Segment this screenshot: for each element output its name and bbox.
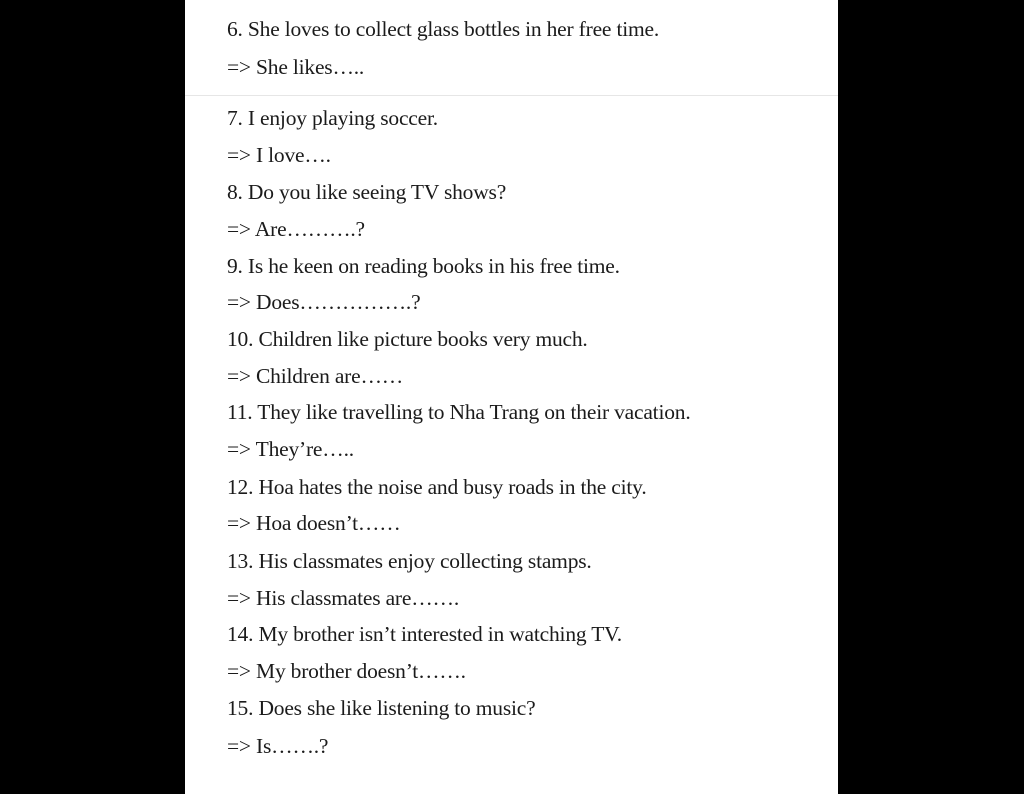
exercise-11-answer: => They’re…..: [227, 437, 354, 461]
exercise-12-question: 12. Hoa hates the noise and busy roads in the city.: [227, 475, 647, 499]
exercise-15-answer: => Is…….?: [227, 734, 329, 758]
exercise-9-answer: => Does…………….?: [227, 290, 421, 314]
exercise-8-question: 8. Do you like seeing TV shows?: [227, 180, 507, 204]
exercise-12-answer: => Hoa doesn’t……: [227, 511, 401, 535]
exercise-10-answer: => Children are……: [227, 364, 404, 388]
exercise-7-answer: => I love….: [227, 143, 331, 167]
worksheet-page: [185, 0, 838, 794]
exercise-14-question: 14. My brother isn’t interested in watching TV.: [227, 622, 622, 646]
exercise-8-answer: => Are……….?: [227, 217, 365, 241]
exercise-13-question: 13. His classmates enjoy collecting stamps.: [227, 549, 592, 573]
section-divider: [185, 95, 838, 96]
exercise-10-question: 10. Children like picture books very much.: [227, 327, 588, 351]
exercise-11-question: 11. They like travelling to Nha Trang on their vacation.: [227, 400, 691, 424]
exercise-9-question: 9. Is he keen on reading books in his free time.: [227, 254, 620, 278]
exercise-14-answer: => My brother doesn’t…….: [227, 659, 466, 683]
exercise-6-question: 6. She loves to collect glass bottles in her free time.: [227, 17, 660, 41]
exercise-13-answer: => His classmates are…….: [227, 586, 460, 610]
exercise-7-question: 7. I enjoy playing soccer.: [227, 106, 438, 130]
exercise-15-question: 15. Does she like listening to music?: [227, 696, 536, 720]
exercise-6-answer: => She likes…..: [227, 55, 365, 79]
